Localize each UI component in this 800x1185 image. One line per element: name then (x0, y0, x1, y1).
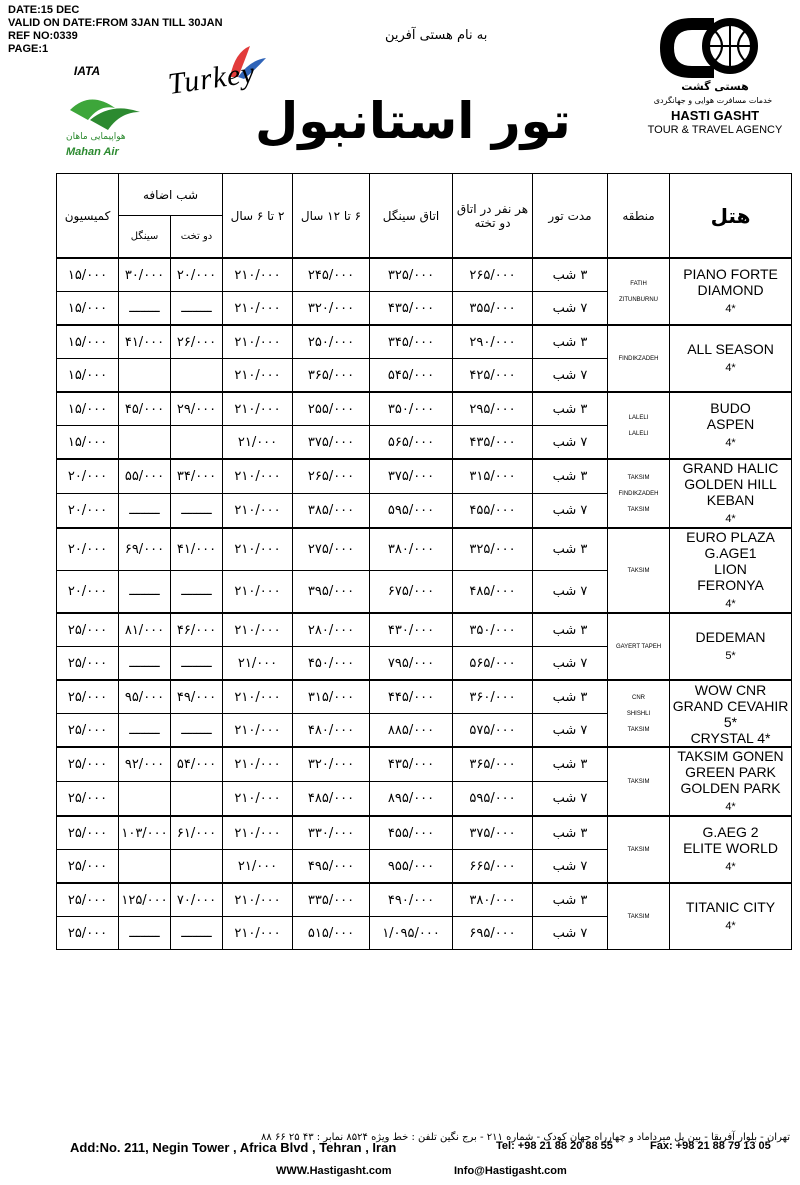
cell-commission: ۲۵/۰۰۰ (57, 647, 119, 681)
hotel-name: GREEN PARK (685, 764, 776, 780)
agency-name-en: HASTI GASHT (670, 108, 760, 123)
basmala: به نام هستی آفرین (385, 28, 488, 43)
cell-hotel (670, 747, 792, 816)
cell-per-person-double: ۳۵۵/۰۰۰ (453, 292, 533, 326)
cell-per-person-double: ۳۵۰/۰۰۰ (453, 613, 533, 647)
cell-age-6-12: ۴۵۰/۰۰۰ (293, 647, 370, 681)
cell-commission: ۱۵/۰۰۰ (57, 426, 119, 460)
page-title: تور استانبول (255, 92, 571, 150)
header-single-room: اتاق سینگل (370, 174, 453, 259)
star-rating: 5* (725, 650, 736, 662)
cell-single-room: ۹۵۵/۰۰۰ (370, 850, 453, 884)
cell-age-6-12: ۳۳۰/۰۰۰ (293, 816, 370, 850)
hotel-name: GOLDEN PARK (680, 780, 781, 796)
hotel-name: DIAMOND (697, 282, 764, 298)
cell-single-room: ۴۹۰/۰۰۰ (370, 883, 453, 917)
cell-extra-double: ۴۱/۰۰۰ (171, 528, 223, 571)
hotel-name: BUDO (710, 400, 751, 416)
cell-single-room: ۸۹۵/۰۰۰ (370, 782, 453, 817)
star-rating: 4* (725, 513, 736, 525)
cell-duration: ۷ شب (533, 714, 608, 748)
cell-commission: ۲۵/۰۰۰ (57, 850, 119, 884)
website-link[interactable]: WWW.Hastigasht.com (276, 1165, 392, 1177)
cell-age-2-6: ۲۱۰/۰۰۰ (223, 613, 293, 647)
cell-extra-double: ۳۴/۰۰۰ (171, 459, 223, 494)
price-table (56, 173, 792, 950)
ref-number: REF NO:0339 (8, 30, 78, 42)
cell-age-6-12: ۲۵۰/۰۰۰ (293, 325, 370, 359)
cell-age-2-6: ۲۱۰/۰۰۰ (223, 571, 293, 614)
cell-region (608, 528, 670, 613)
mahan-name-en: Mahan Air (66, 146, 119, 158)
region-label: TAKSIM (627, 567, 650, 574)
cell-single-room: ۱/۰۹۵/۰۰۰ (370, 917, 453, 950)
region-label: CNR (632, 694, 646, 701)
hotel-name: ELITE WORLD (683, 840, 778, 856)
table-row (57, 816, 792, 850)
cell-age-6-12: ۲۷۵/۰۰۰ (293, 528, 370, 571)
agency-subtitle-fa: خدمات مسافرت هوایی و جهانگردی (653, 96, 773, 105)
agency-name-fa: هستی گشت (681, 80, 749, 93)
cell-extra-double: ــــــــ (171, 647, 223, 681)
cell-commission: ۱۵/۰۰۰ (57, 292, 119, 326)
cell-age-2-6: ۲۱۰/۰۰۰ (223, 292, 293, 326)
cell-extra-single: ۳۰/۰۰۰ (119, 258, 171, 292)
header-extra-double: دو تخت (171, 216, 223, 259)
region-label: TAKSIM (627, 506, 650, 513)
cell-per-person-double: ۴۵۵/۰۰۰ (453, 494, 533, 529)
cell-age-2-6: ۲۱/۰۰۰ (223, 647, 293, 681)
cell-single-room: ۵۴۵/۰۰۰ (370, 359, 453, 393)
table-row (57, 883, 792, 917)
cell-extra-double (171, 782, 223, 817)
hotel-name: TAKSIM GONEN (677, 748, 784, 764)
hotel-name: LION (714, 561, 747, 577)
cell-duration: ۳ شب (533, 392, 608, 426)
email-link[interactable]: Info@Hastigasht.com (454, 1165, 567, 1177)
header-age-2-6: ۲ تا ۶ سال (223, 174, 293, 259)
cell-per-person-double: ۳۶۵/۰۰۰ (453, 747, 533, 782)
cell-extra-double (171, 359, 223, 393)
cell-age-2-6: ۲۱۰/۰۰۰ (223, 816, 293, 850)
cell-commission: ۲۰/۰۰۰ (57, 528, 119, 571)
cell-extra-single: ۶۹/۰۰۰ (119, 528, 171, 571)
cell-extra-single: ــــــــ (119, 647, 171, 681)
table-row (57, 392, 792, 426)
cell-extra-single: ــــــــ (119, 292, 171, 326)
cell-per-person-double: ۳۶۰/۰۰۰ (453, 680, 533, 714)
cell-age-2-6: ۲۱۰/۰۰۰ (223, 680, 293, 714)
cell-single-room: ۳۴۵/۰۰۰ (370, 325, 453, 359)
cell-age-6-12: ۳۷۵/۰۰۰ (293, 426, 370, 460)
table-row (57, 325, 792, 359)
footer-phone: Tel: +98 21 88 20 88 55 (496, 1140, 613, 1152)
cell-commission: ۲۵/۰۰۰ (57, 782, 119, 817)
turkey-logo: Turkey (166, 56, 258, 101)
region-label: TAKSIM (627, 913, 650, 920)
region-label: TAKSIM (627, 726, 650, 733)
cell-hotel (670, 883, 792, 950)
cell-region (608, 258, 670, 325)
mahan-name-fa: هواپیمایی ماهان (66, 132, 126, 142)
cell-duration: ۳ شب (533, 325, 608, 359)
cell-extra-single (119, 850, 171, 884)
region-label: GAYERT TAPEH (615, 643, 662, 650)
hotel-name: GRAND CEVAHIR (672, 697, 789, 714)
star-rating: 4* (725, 362, 736, 374)
cell-age-6-12: ۲۴۵/۰۰۰ (293, 258, 370, 292)
cell-duration: ۳ شب (533, 528, 608, 571)
cell-age-6-12: ۳۸۵/۰۰۰ (293, 494, 370, 529)
cell-age-2-6: ۲۱۰/۰۰۰ (223, 258, 293, 292)
cell-duration: ۷ شب (533, 359, 608, 393)
cell-region (608, 459, 670, 528)
cell-per-person-double: ۳۱۵/۰۰۰ (453, 459, 533, 494)
cell-extra-single (119, 426, 171, 460)
star-rating: 4* (725, 303, 736, 315)
cell-single-room: ۸۸۵/۰۰۰ (370, 714, 453, 748)
hotel-name: G.AGE1 (704, 545, 757, 561)
region-label: FINDIKZADEH (618, 355, 659, 362)
cell-duration: ۳ شب (533, 816, 608, 850)
cell-duration: ۷ شب (533, 571, 608, 614)
header-hotel: هتل (670, 174, 792, 259)
cell-region (608, 883, 670, 950)
cell-duration: ۳ شب (533, 258, 608, 292)
cell-age-6-12: ۲۸۰/۰۰۰ (293, 613, 370, 647)
cell-commission: ۲۵/۰۰۰ (57, 680, 119, 714)
cell-age-2-6: ۲۱۰/۰۰۰ (223, 714, 293, 748)
header-age-6-12: ۶ تا ۱۲ سال (293, 174, 370, 259)
hotel-name: GOLDEN HILL (684, 476, 777, 492)
cell-duration: ۳ شب (533, 459, 608, 494)
hotel-name: GRAND HALIC (682, 460, 779, 476)
cell-duration: ۳ شب (533, 680, 608, 714)
cell-age-6-12: ۴۸۰/۰۰۰ (293, 714, 370, 748)
cell-extra-double: ۵۴/۰۰۰ (171, 747, 223, 782)
cell-region (608, 816, 670, 883)
price-table-body (57, 258, 792, 950)
cell-commission: ۲۵/۰۰۰ (57, 917, 119, 950)
cell-age-6-12: ۳۱۵/۰۰۰ (293, 680, 370, 714)
cell-duration: ۷ شب (533, 494, 608, 529)
cell-duration: ۷ شب (533, 647, 608, 681)
cell-per-person-double: ۳۸۰/۰۰۰ (453, 883, 533, 917)
cell-per-person-double: ۶۹۵/۰۰۰ (453, 917, 533, 950)
cell-single-room: ۵۶۵/۰۰۰ (370, 426, 453, 460)
header-region: منطقه (608, 174, 670, 259)
cell-age-6-12: ۳۶۵/۰۰۰ (293, 359, 370, 393)
footer-address-fa: تهران - بلوار آفریقا - بین پل میرداماد و چهارراه جهان کودک - شماره ۲۱۱ - برج نگین تلفن : خط ویژه ۸۵۲۴ نمابر : ۴۳ ۲۵ ۶۶ ۸۸ (261, 1132, 790, 1143)
footer-fax: Fax: +98 21 88 79 13 05 (650, 1140, 771, 1152)
cell-extra-double: ــــــــ (171, 571, 223, 614)
cell-hotel (670, 680, 792, 747)
cell-hotel (670, 258, 792, 325)
region-label: TAKSIM (627, 474, 650, 481)
cell-extra-double: ۲۶/۰۰۰ (171, 325, 223, 359)
date-line: DATE:15 DEC (8, 4, 80, 16)
cell-hotel (670, 325, 792, 392)
cell-extra-single: ۱۰۳/۰۰۰ (119, 816, 171, 850)
star-rating: 4* (725, 801, 736, 813)
region-label: ZITUNBURNU (619, 296, 659, 303)
validity-line: VALID ON DATE:FROM 3JAN TILL 30JAN (8, 17, 223, 29)
hotel-name: DEDEMAN (695, 629, 766, 645)
cell-single-room: ۴۵۵/۰۰۰ (370, 816, 453, 850)
cell-per-person-double: ۳۲۵/۰۰۰ (453, 528, 533, 571)
cell-single-room: ۴۴۵/۰۰۰ (370, 680, 453, 714)
cell-extra-double (171, 850, 223, 884)
cell-extra-single: ۸۱/۰۰۰ (119, 613, 171, 647)
cell-single-room: ۴۳۵/۰۰۰ (370, 747, 453, 782)
cell-single-room: ۵۹۵/۰۰۰ (370, 494, 453, 529)
region-label: LALELI (628, 430, 649, 437)
hotel-name: KEBAN (706, 492, 755, 508)
cell-extra-single: ــــــــ (119, 571, 171, 614)
cell-extra-double: ــــــــ (171, 917, 223, 950)
iata-logo: IATA (73, 64, 101, 78)
cell-age-2-6: ۲۱۰/۰۰۰ (223, 528, 293, 571)
cell-age-6-12: ۳۲۰/۰۰۰ (293, 747, 370, 782)
cell-age-6-12: ۲۶۵/۰۰۰ (293, 459, 370, 494)
table-row (57, 680, 792, 714)
cell-age-6-12: ۳۹۵/۰۰۰ (293, 571, 370, 614)
hotel-name: FERONYA (697, 577, 764, 593)
cell-extra-single: ۱۲۵/۰۰۰ (119, 883, 171, 917)
cell-region (608, 747, 670, 816)
cell-commission: ۲۵/۰۰۰ (57, 883, 119, 917)
cell-single-room: ۳۵۰/۰۰۰ (370, 392, 453, 426)
region-label: FINDIKZADEH (618, 490, 659, 497)
table-row (57, 747, 792, 782)
cell-extra-double: ۷۰/۰۰۰ (171, 883, 223, 917)
header-per-person-double: هر نفر در اتاق دو تخته (453, 174, 533, 259)
star-rating: 4* (725, 437, 736, 449)
cell-hotel (670, 816, 792, 883)
cell-commission: ۲۰/۰۰۰ (57, 459, 119, 494)
cell-age-2-6: ۲۱۰/۰۰۰ (223, 459, 293, 494)
cell-age-2-6: ۲۱/۰۰۰ (223, 850, 293, 884)
cell-extra-double: ۴۶/۰۰۰ (171, 613, 223, 647)
hotel-name: G.AEG 2 (702, 824, 759, 840)
region-label: TAKSIM (627, 846, 650, 853)
cell-age-2-6: ۲۱/۰۰۰ (223, 426, 293, 460)
agency-tagline-en: TOUR & TRAVEL AGENCY (647, 124, 783, 136)
cell-duration: ۳ شب (533, 613, 608, 647)
star-rating: 4* (725, 920, 736, 932)
cell-age-6-12: ۵۱۵/۰۰۰ (293, 917, 370, 950)
cell-duration: ۳ شب (533, 747, 608, 782)
cell-extra-single: ــــــــ (119, 494, 171, 529)
star-rating: 4* (725, 598, 736, 610)
cell-duration: ۷ شب (533, 850, 608, 884)
cell-per-person-double: ۲۶۵/۰۰۰ (453, 258, 533, 292)
cell-age-2-6: ۲۱۰/۰۰۰ (223, 917, 293, 950)
cell-per-person-double: ۴۲۵/۰۰۰ (453, 359, 533, 393)
cell-commission: ۱۵/۰۰۰ (57, 392, 119, 426)
cell-duration: ۷ شب (533, 917, 608, 950)
cell-single-room: ۴۳۰/۰۰۰ (370, 613, 453, 647)
footer-address-en: Add:No. 211, Negin Tower , Africa Blvd , Tehran , Iran (70, 1140, 397, 1155)
cell-per-person-double: ۲۹۵/۰۰۰ (453, 392, 533, 426)
cell-extra-single: ــــــــ (119, 714, 171, 748)
header-commission: کمیسیون (57, 174, 119, 259)
cell-extra-single: ۴۱/۰۰۰ (119, 325, 171, 359)
cell-per-person-double: ۳۷۵/۰۰۰ (453, 816, 533, 850)
table-row (57, 258, 792, 292)
cell-duration: ۷ شب (533, 782, 608, 817)
cell-region (608, 392, 670, 459)
region-label: TAKSIM (627, 778, 650, 785)
hotel-name: ALL SEASON (687, 341, 774, 357)
cell-age-2-6: ۲۱۰/۰۰۰ (223, 883, 293, 917)
cell-commission: ۲۵/۰۰۰ (57, 816, 119, 850)
globe-logo-icon (652, 8, 770, 80)
cell-duration: ۷ شب (533, 426, 608, 460)
cell-single-room: ۷۹۵/۰۰۰ (370, 647, 453, 681)
cell-extra-single (119, 782, 171, 817)
hotel-name: CRYSTAL 4* (690, 729, 771, 746)
cell-commission: ۲۵/۰۰۰ (57, 613, 119, 647)
cell-extra-double: ــــــــ (171, 292, 223, 326)
region-label: FATIH (630, 280, 647, 287)
cell-region (608, 680, 670, 747)
hotel-name: WOW CNR (694, 681, 767, 698)
header-duration: مدت تور (533, 174, 608, 259)
cell-extra-double: ۶۱/۰۰۰ (171, 816, 223, 850)
cell-single-room: ۴۳۵/۰۰۰ (370, 292, 453, 326)
header-extra-night: شب اضافه (119, 174, 223, 216)
cell-commission: ۲۵/۰۰۰ (57, 714, 119, 748)
cell-single-room: ۳۸۰/۰۰۰ (370, 528, 453, 571)
cell-extra-single: ۴۵/۰۰۰ (119, 392, 171, 426)
cell-per-person-double: ۴۳۵/۰۰۰ (453, 426, 533, 460)
cell-extra-single: ۹۲/۰۰۰ (119, 747, 171, 782)
cell-age-6-12: ۴۸۵/۰۰۰ (293, 782, 370, 817)
cell-commission: ۱۵/۰۰۰ (57, 325, 119, 359)
cell-age-6-12: ۲۵۵/۰۰۰ (293, 392, 370, 426)
cell-commission: ۲۵/۰۰۰ (57, 747, 119, 782)
cell-duration: ۳ شب (533, 883, 608, 917)
hotel-name: TITANIC CITY (685, 899, 776, 915)
cell-per-person-double: ۵۷۵/۰۰۰ (453, 714, 533, 748)
cell-extra-double: ۴۹/۰۰۰ (171, 680, 223, 714)
cell-age-2-6: ۲۱۰/۰۰۰ (223, 325, 293, 359)
cell-commission: ۱۵/۰۰۰ (57, 258, 119, 292)
cell-single-room: ۶۷۵/۰۰۰ (370, 571, 453, 614)
cell-extra-double (171, 426, 223, 460)
table-row (57, 459, 792, 494)
cell-hotel (670, 528, 792, 613)
header-extra-single: سینگل (119, 216, 171, 259)
hotel-name: PIANO FORTE (683, 266, 778, 282)
cell-single-room: ۳۷۵/۰۰۰ (370, 459, 453, 494)
cell-extra-single: ــــــــ (119, 917, 171, 950)
cell-hotel (670, 613, 792, 680)
cell-hotel (670, 392, 792, 459)
cell-single-room: ۳۲۵/۰۰۰ (370, 258, 453, 292)
cell-age-2-6: ۲۱۰/۰۰۰ (223, 494, 293, 529)
cell-region (608, 613, 670, 680)
cell-extra-single (119, 359, 171, 393)
table-row (57, 528, 792, 571)
cell-commission: ۱۵/۰۰۰ (57, 359, 119, 393)
cell-age-2-6: ۲۱۰/۰۰۰ (223, 392, 293, 426)
hotel-name: ASPEN (706, 416, 755, 432)
cell-extra-double: ۲۹/۰۰۰ (171, 392, 223, 426)
cell-extra-double: ــــــــ (171, 494, 223, 529)
cell-hotel (670, 459, 792, 528)
page-number: PAGE:1 (8, 43, 49, 55)
cell-per-person-double: ۵۶۵/۰۰۰ (453, 647, 533, 681)
cell-age-6-12: ۳۳۵/۰۰۰ (293, 883, 370, 917)
cell-region (608, 325, 670, 392)
cell-per-person-double: ۵۹۵/۰۰۰ (453, 782, 533, 817)
cell-extra-single: ۹۵/۰۰۰ (119, 680, 171, 714)
cell-age-2-6: ۲۱۰/۰۰۰ (223, 747, 293, 782)
cell-extra-double: ــــــــ (171, 714, 223, 748)
hotel-name: 5* (723, 713, 738, 730)
cell-commission: ۲۰/۰۰۰ (57, 571, 119, 614)
cell-age-6-12: ۴۹۵/۰۰۰ (293, 850, 370, 884)
cell-age-6-12: ۳۲۰/۰۰۰ (293, 292, 370, 326)
cell-age-2-6: ۲۱۰/۰۰۰ (223, 359, 293, 393)
cell-per-person-double: ۲۹۰/۰۰۰ (453, 325, 533, 359)
document-meta (8, 4, 223, 56)
region-label: SHISHLI (626, 710, 651, 717)
hotel-name: EURO PLAZA (686, 529, 775, 545)
table-row (57, 613, 792, 647)
cell-commission: ۲۰/۰۰۰ (57, 494, 119, 529)
cell-age-2-6: ۲۱۰/۰۰۰ (223, 782, 293, 817)
cell-duration: ۷ شب (533, 292, 608, 326)
cell-per-person-double: ۶۶۵/۰۰۰ (453, 850, 533, 884)
region-label: LALELI (628, 414, 649, 421)
cell-extra-double: ۲۰/۰۰۰ (171, 258, 223, 292)
cell-extra-single: ۵۵/۰۰۰ (119, 459, 171, 494)
star-rating: 4* (725, 861, 736, 873)
cell-per-person-double: ۴۸۵/۰۰۰ (453, 571, 533, 614)
